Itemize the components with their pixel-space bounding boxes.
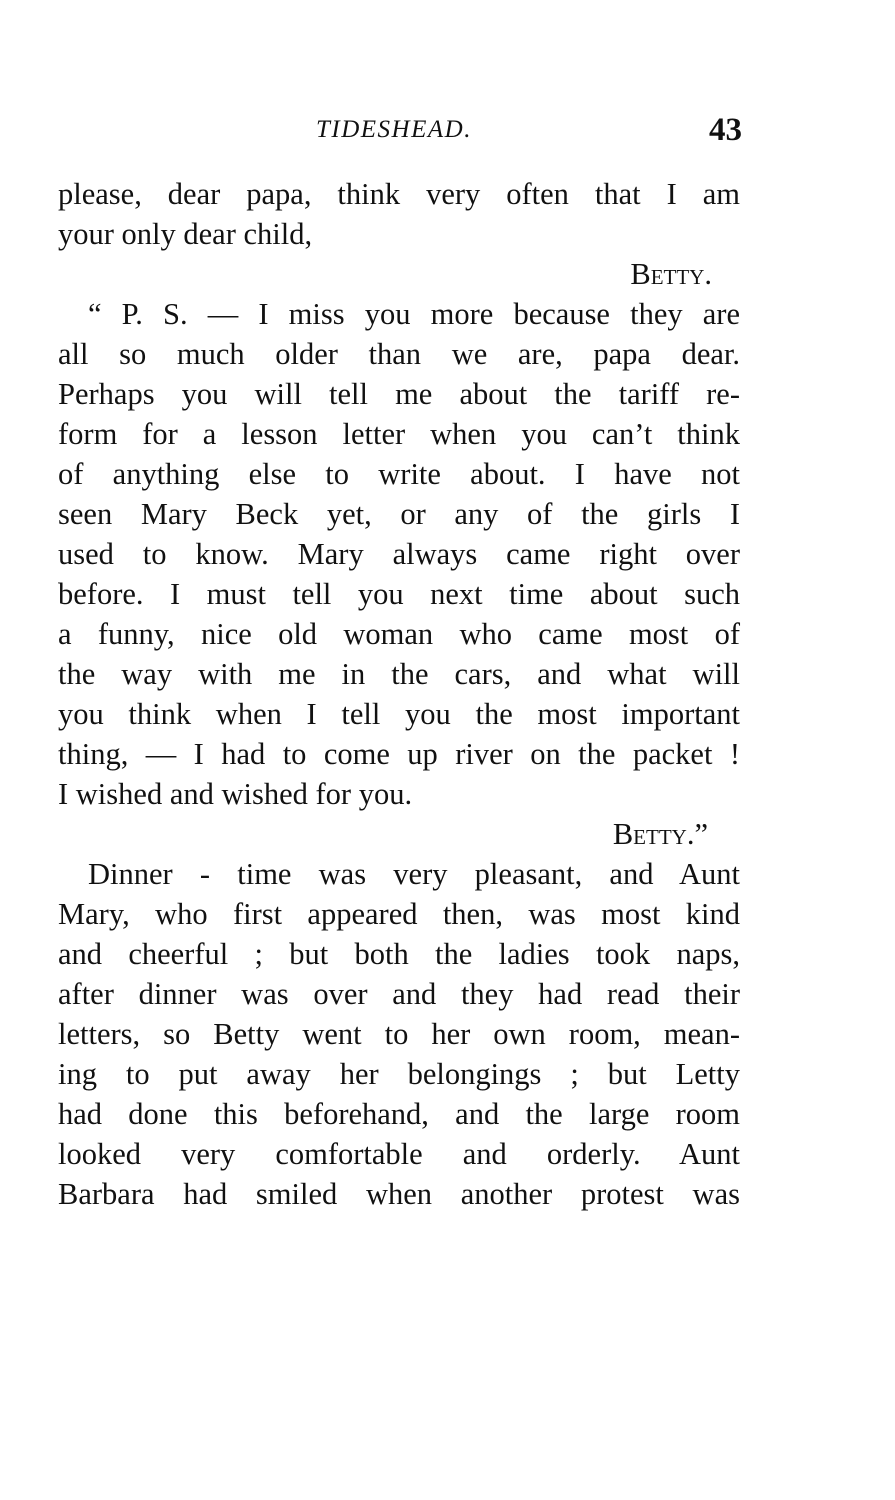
text-line: had done this beforehand, and the large room bbox=[58, 1097, 740, 1131]
page-body bbox=[58, 174, 740, 1214]
letter-signature: Betty. bbox=[630, 257, 712, 291]
text-line: please, dear papa, think very often that I am bbox=[58, 177, 740, 211]
text-line: thing, — I had to come up river on the packet ! bbox=[58, 737, 740, 771]
text-line: ing to put away her belongings ; but Letty bbox=[58, 1057, 740, 1091]
text-line: Dinner - time was very pleasant, and Aunt bbox=[88, 857, 740, 891]
text-line: Perhaps you will tell me about the tariff re- bbox=[58, 377, 740, 411]
text-line: your only dear child, bbox=[58, 217, 313, 251]
text-line: after dinner was over and they had read their bbox=[58, 977, 740, 1011]
text-line: the way with me in the cars, and what will bbox=[58, 657, 740, 691]
text-line: used to know. Mary always came right over bbox=[58, 537, 740, 571]
text-line: I wished and wished for you. bbox=[58, 777, 413, 811]
text-line: before. I must tell you next time about such bbox=[58, 577, 740, 611]
letter-signature: Betty.” bbox=[612, 817, 708, 851]
running-title: TIDESHEAD. bbox=[316, 116, 472, 143]
text-line: letters, so Betty went to her own room, mean- bbox=[58, 1017, 740, 1051]
page-header bbox=[58, 112, 742, 156]
text-line: form for a lesson letter when you can’t think bbox=[58, 417, 740, 451]
text-line: and cheerful ; but both the ladies took naps, bbox=[58, 937, 740, 971]
text-line: a funny, nice old woman who came most of bbox=[58, 617, 740, 651]
text-line: Mary, who first appeared then, was most kind bbox=[58, 897, 740, 931]
text-line: of anything else to write about. I have not bbox=[58, 457, 740, 491]
text-line: you think when I tell you the most important bbox=[58, 697, 740, 731]
text-line: “ P. S. — I miss you more because they are bbox=[88, 297, 740, 331]
text-line: seen Mary Beck yet, or any of the girls I bbox=[58, 497, 740, 531]
text-line: looked very comfortable and orderly. Aunt bbox=[58, 1137, 740, 1171]
page-number: 43 bbox=[709, 112, 742, 148]
text-line: Barbara had smiled when another protest was bbox=[58, 1177, 740, 1211]
text-line: all so much older than we are, papa dear. bbox=[58, 337, 740, 371]
